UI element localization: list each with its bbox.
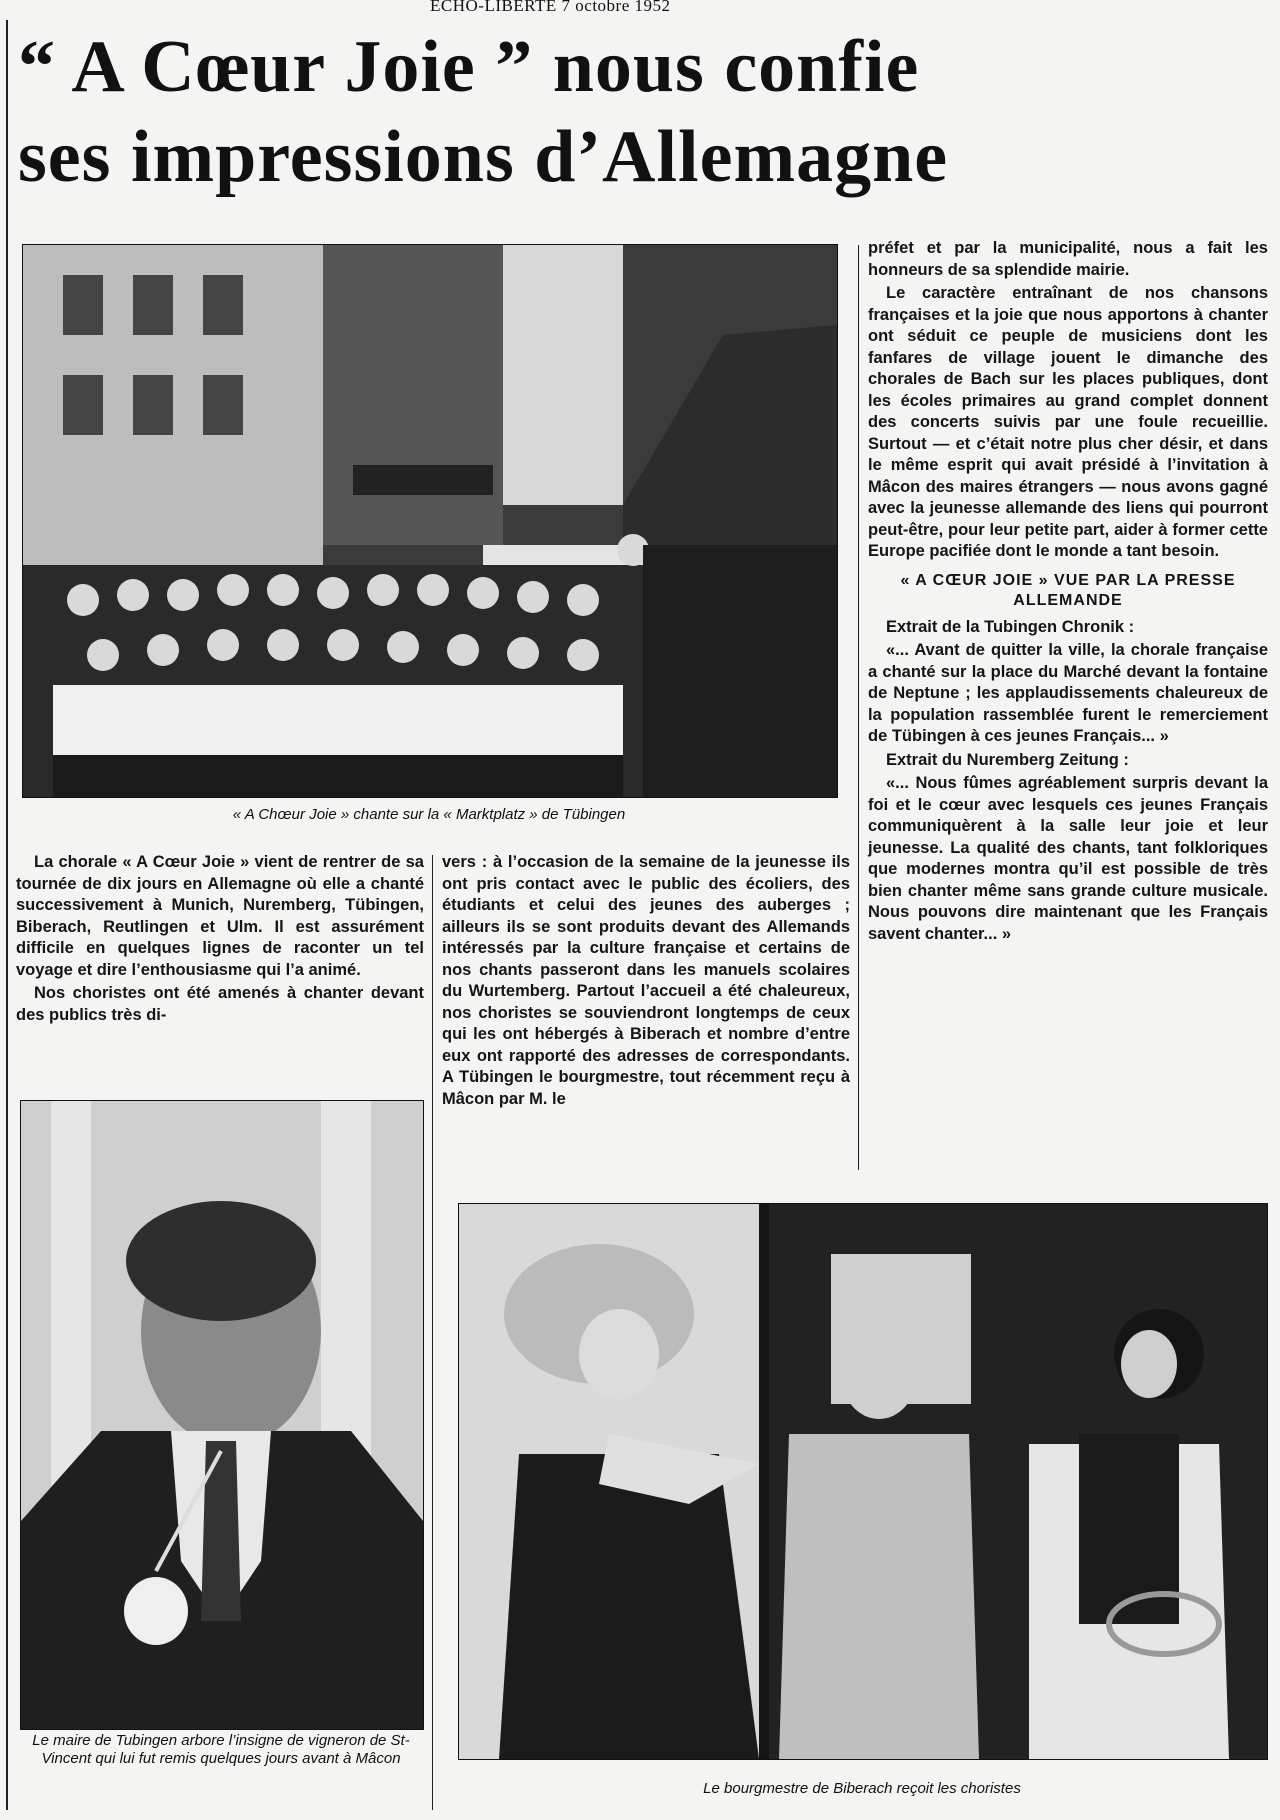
mayor-photo <box>20 1100 424 1730</box>
press-quote: «... Avant de quitter la ville, la chorale française a chanté sur la place du Marché devant la fontaine de Neptune ; les applaudissements chaleureux de la population rassemblée furent le remerciement de Tübingen à ces jeunes Français... » <box>868 641 1268 745</box>
choir-photo-image <box>23 245 837 797</box>
choir-photo <box>22 244 838 798</box>
article-column-2 <box>442 852 850 1112</box>
left-border-rule <box>6 20 8 1810</box>
reception-photo-caption: Le bourgmestre de Biberach reçoit les choristes <box>703 1780 1021 1797</box>
article-paragraph: Le caractère entraînant de nos chansons françaises et la joie que nous apportons à chanter ont séduit ce peuple de musiciens dont les fanfares de village jouent le dimanche des chorales de Bach sur les places publiques, dont les écoles primaires au grand complet donnent des concerts suivis par une foule recueillie. Surtout — et c’était notre plus cher désir, et dans le même esprit qui avait présidé à l’invitation à Mâcon des maires étrangers — nous avons gagné avec la jeunesse allemande des liens qui pourront peut-être, pour leur petite part, aider à former cette Europe pacifiée dont le monde a tant besoin. <box>868 284 1268 560</box>
article-column-3 <box>868 238 1268 947</box>
headline-line-1: “ A Cœur Joie ” nous confie <box>18 26 920 108</box>
article-paragraph: La chorale « A Cœur Joie » vient de rentrer de sa tournée de dix jours en Allemagne où elle a chanté successivement à Munich, Nuremberg, Tübingen, Biberach, Reutlingen et Ulm. Il est assurément difficile en quelques lignes de raconter un tel voyage et dire l’enthousiasme qui l’a animé. <box>16 853 424 979</box>
mayor-photo-image <box>21 1101 423 1729</box>
source-line: ECHO-LIBERTE 7 octobre 1952 <box>430 0 671 15</box>
press-quote: «... Nous fûmes agréablement surpris devant la foi et le cœur avec lesquels ces jeunes Français communiquèrent à la salle leur joie et leur jeunesse. La qualité des chants, tant folkloriques que modernes montra qu’il est possible de très bien chanter même sans grande culture musicale. Nous pouvons dire maintenant que les Français savent chanter... » <box>868 774 1268 943</box>
column-rule-1 <box>432 855 433 1810</box>
article-paragraph: vers : à l’occasion de la semaine de la jeunesse ils ont pris contact avec le public des écoliers, des étudiants et celui des jeunes des auberges ; ailleurs ils se sont produits devant des Allemands intéressés par la culture française et certains de nos chants passeront dans les manuels scolaires du Wurtemberg. Partout l’accueil a été chaleureux, nos choristes se souviendront longtemps de ceux qui les ont hébergés à Biberach et nombre d’entre eux ont rapporté des adresses de correspondants. A Tübingen le bourgmestre, tout récemment reçu à Mâcon par M. le <box>442 853 850 1108</box>
mayor-photo-caption: Le maire de Tubingen arbore l’insigne de vigneron de St-Vincent qui lui fut remis quelques jours avant à Mâcon <box>32 1732 410 1767</box>
article-paragraph: préfet et par la municipalité, nous a fait les honneurs de sa splendide mairie. <box>868 239 1268 279</box>
headline-line-2: ses impressions d’Allemagne <box>18 116 949 198</box>
column-rule-2 <box>858 245 859 1170</box>
article-paragraph: Nos choristes ont été amenés à chanter devant des publics très di- <box>16 984 424 1024</box>
reception-photo <box>458 1203 1268 1760</box>
press-source-label: Extrait du Nuremberg Zeitung : <box>886 750 1129 769</box>
press-subhead: « A CŒUR JOIE » VUE PAR LA PRESSE ALLEMANDE <box>900 571 1236 609</box>
press-source-label: Extrait de la Tubingen Chronik : <box>886 617 1135 636</box>
article-column-1 <box>16 852 424 1028</box>
choir-photo-caption: « A Chœur Joie » chante sur la « Marktplatz » de Tübingen <box>232 806 626 823</box>
reception-photo-image <box>459 1204 1267 1759</box>
